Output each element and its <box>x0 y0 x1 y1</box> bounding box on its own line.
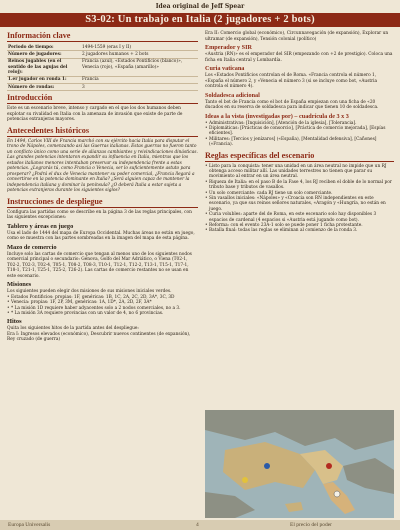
list-item: • Sin vasallos iniciales: «Nápoles» y «Croacia son RN independientes en este escenario, ya que sus reinos señores naturales, «Aragón y «Hungría, no están en juego. <box>205 196 394 212</box>
papal-marker <box>334 491 340 497</box>
goals-heading: Hitos <box>7 318 22 326</box>
map-image <box>205 410 394 518</box>
list-item: • Militares: [Tercios y jenízaros] («España), [Mentalidad defensiva], [Cañones] («Francia). <box>205 137 394 148</box>
curia-text: Los «Estados Pontificios controlan el de Roma. «Francia controla el número 1, «España el número 2, y «Venecia el número 3 (si se incluye como bot, «Austria controla el número 4). <box>205 73 378 89</box>
list-item: • * La misión 3A requiere provincias con un valor de 4, no 6 provincias. <box>7 311 198 316</box>
board-text: Usa el lado de 1444 del mapa de Europa Occidental. Muchas áreas no están en juego, como se muestra con las partes sombreadas en la imagen del mapa de esta página. <box>7 230 195 242</box>
footer-right: El precio del poder <box>290 521 332 528</box>
list-item: • Curia volubles: aparte del de Roma, en este escenario solo hay disponibles 3 espacios de cardenal (4 espacios si «Austria está jugando como bot). <box>205 212 394 223</box>
scenario-title: S3-02: Un trabajo en Italia (2 jugadores + 2 bots) <box>0 13 400 27</box>
info-row: Número de jugadores: 2 jugadores humanos + 2 bots <box>7 51 198 58</box>
rules-heading: Reglas específicas del escenario <box>205 151 394 162</box>
board-heading: Tablero y áreas en juego <box>7 222 74 230</box>
list-item: • Listo para la conquista: tener una unidad en un área neutral no impide que un RJ obtenga acceso militar allí. Las unidades terrestres no tienen que parar su movimiento al entrar en un área neutral. <box>205 164 394 180</box>
list-item: • Venecia: propias: 1F, 2P, 3M, genéricas: 1A, 1D*, 2A, 2D, 2F, 3A* <box>7 300 198 305</box>
info-table <box>7 44 198 91</box>
deck-heading: Mazo de comercio <box>7 243 57 251</box>
goals-text: Quita los siguientes hitos de la partida antes del despliegue: <box>7 326 139 332</box>
footer-left: Europa Universalis <box>8 521 51 528</box>
history-heading: Antecedentes históricos <box>7 126 198 137</box>
missions-list <box>7 295 198 317</box>
list-item: • * La misión 1D requiere haber adyacentes solo a 2 nodos comerciales, no a 3. <box>7 306 198 311</box>
soldiers-text: Tanto el bot de Francia como el bot de España empiezan con una ficha de «20 ducados en su reserva de soldadesca para indicar que tienen 10 de soldadesca. <box>205 99 379 110</box>
goals-list: Era I: Ingresos elevados (económico), Descubrir nuevos continentes (de expansión), Rey cruzado (de guerra) <box>7 331 191 343</box>
info-heading: Información clave <box>7 31 198 42</box>
scenario-map <box>205 410 394 522</box>
venice-marker <box>326 463 332 469</box>
setup-intro: Configura las partidas como se describe en la página 3 de las reglas principales, con las siguientes excepciones: <box>7 209 192 221</box>
ideas-list <box>205 121 394 148</box>
intro-heading: Introducción <box>7 93 198 104</box>
era-text: Era II: Comercio global (económico), Circunnavegación (de expansión), Explorar un ultramar (de expansión), Tensión colonial (político) <box>205 31 389 42</box>
emperor-heading: Emperador y SIR <box>205 44 252 51</box>
curia-heading: Curia vaticana <box>205 65 245 72</box>
page-footer <box>0 520 400 530</box>
soldiers-heading: Soldadesca adicional <box>205 91 260 99</box>
list-item: • Riqueza de Italia: en el paso B de la Fase 4, los RJ reciben el doble de lo normal por tributo base y tributos de vasallos. <box>205 180 394 191</box>
info-row: Reinos jugables (en el sentido de las agujas del reloj): Francia (azul), «Estados Pontificios (blanco)», Venecia (rojo), «España (amarillo)» <box>7 58 198 76</box>
info-row: 1.er jugador en ronda 1: Francia <box>7 76 198 83</box>
right-column <box>205 31 394 234</box>
ideas-heading: Ideas a la vista (investigadas por) – cuadrícula de 3 x 3 <box>205 112 349 120</box>
left-column <box>7 31 198 343</box>
page-number: 4 <box>196 521 199 528</box>
history-text: En 1494, Carlos VIII de Francia marchó con su ejército hacia Italia para disputar el trono de Nápoles, comenzando así las Guerras italianas. Estas guerras no fueron tanto un conflicto único como una serie de alianzas cambiantes y reivindicaciones dinásticas. Las grandes potencias intentaron expandir su influencia en Italia, mientras que los estados italianos menores intentaban preservar su independencia frente a estas potencias. ¿Lograrás tú, como Francia o Venecia, ser lo suficientemente astuto para prosperar? ¿Podrá el dux de Venecia mantener su poder comercial, ¿Francia llegará a convertirse en la potencia dominante en Italia? ¿Será alguien capaz de mantener la independencia italiana y dominar la península? ¿O deberá Italia a estar sujeta a potencias extranjeras durante los siguientes siglos? <box>7 138 198 194</box>
intro-text: Este es un escenario breve, intenso y cargado en el que los dos humanos deben explotar su rivalidad en Italia con la amenaza de invasión que existe de parte de potencias extranjeras mayores. <box>7 106 183 123</box>
list-item: • Diplomáticas: [Prácticas de consorcio], [Práctica de comercio mejorada], [Espías eficientes]. <box>205 126 394 137</box>
france-marker <box>264 463 270 469</box>
missions-text: Los siguientes pueden elegir dos misiones de sus misiones iniciales verdes. <box>7 289 172 295</box>
list-item: • Un solo comerciante: cada RJ tiene un solo comerciante. <box>205 191 394 196</box>
list-item: • Estados Pontificios: propias: 1F, genéricas: 1B, 1C, 2A, 2C, 2D, 3A*, 3C, 3D <box>7 295 198 300</box>
designer-credit: Idea original de Jeff Spear <box>155 3 245 10</box>
list-item: • Administrativas: [Inquisición], [Atención de la iglesia], [Tolerancia]. <box>205 121 394 126</box>
info-row: Número de rondas: 3 <box>7 83 198 90</box>
missions-heading: Misiones <box>7 281 32 289</box>
spain-marker <box>242 477 248 483</box>
setup-heading: Instrucciones de despliegue <box>7 197 198 208</box>
list-item: • Reforma: con el evento 23A-1 solo se puede poner 1 ficha protestante. <box>205 223 394 228</box>
info-row: Periodo de tiempo: 1494-1559 (eras I y II) <box>7 44 198 51</box>
deck-text: Incluye solo las cartas de comercio que tengan al menos uno de los siguientes nodos comercial principal o secundario: Génova, Golfo del Mar Adriático, o Viena (T02-1, T02-2, T02-3, T02-4, T05-1, T08-2, T08-3, T10-1, T12-1, T12-2, T13-1, T15-1, T17-1, T18-1, T21-1, T25-1, T25-2, T26-2). Las cartas de comercio restantes no se usan en este escenario. <box>7 251 192 279</box>
list-item: • Batalla final: todas las reglas se eliminan al comienzo de la ronda 3. <box>205 228 394 233</box>
rules-list <box>205 164 394 234</box>
emperor-text: «Austria (RN)» es el emperador del SIR (empezando con +2 de prestigio). Coloca una ficha en Italia central y Lombardía. <box>205 52 393 63</box>
